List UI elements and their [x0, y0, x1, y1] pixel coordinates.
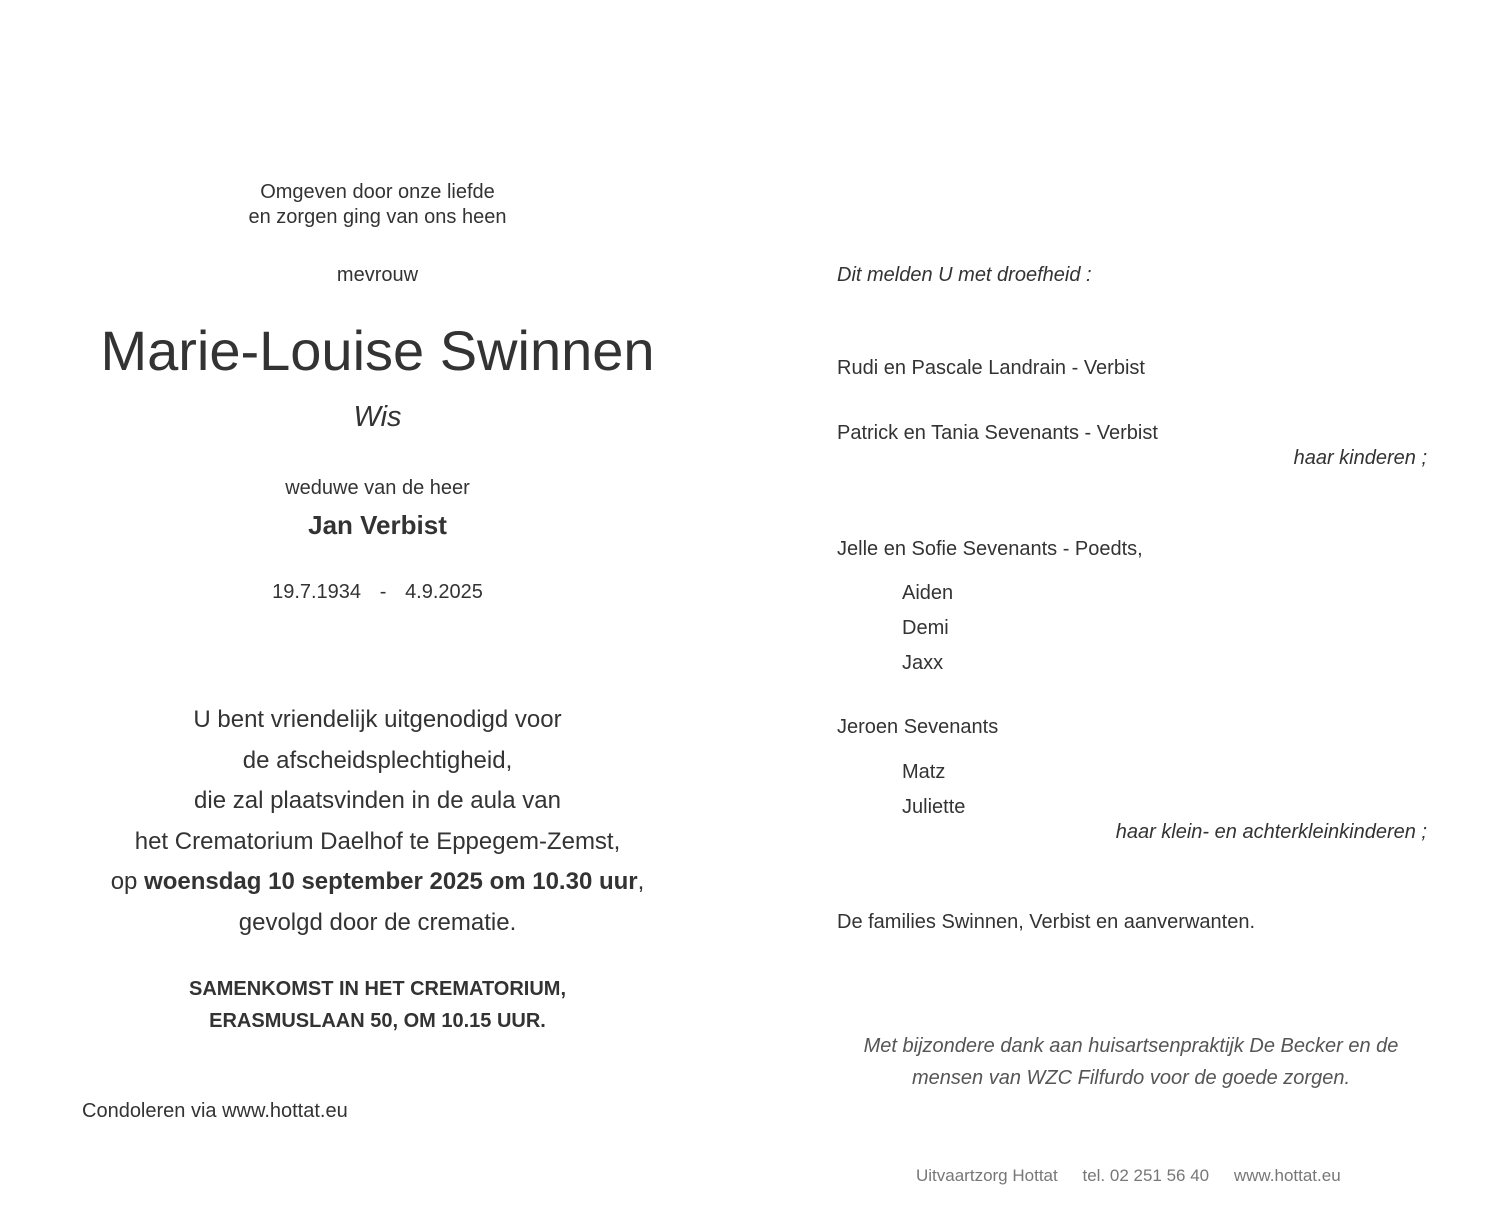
invite-line-2: de afscheidsplechtigheid,	[242, 746, 513, 774]
invite-line-3: die zal plaatsvinden in de aula van	[194, 787, 561, 814]
gathering-line-2: ERASMUSLAAN 50, OM 10.15 UUR.	[209, 1010, 546, 1032]
deceased-name: Marie-Louise Swinnen	[100, 319, 655, 382]
ceremony-datetime: woensdag 10 september 2025 om 10.30 uur	[144, 868, 638, 895]
invite-line-4: het Crematorium Daelhof te Eppegem-Zemst,	[134, 827, 621, 855]
deceased-nickname: Wis	[353, 401, 402, 433]
footer-phone: tel. 02 251 56 40	[1082, 1166, 1210, 1185]
families-line: De families Swinnen, Verbist en aanverwanten.	[837, 911, 1256, 933]
great-grandchild-demi: Demi	[902, 617, 949, 639]
children-label: haar kinderen ;	[1293, 447, 1427, 469]
grandchildren-label: haar klein- en achterkleinkinderen ;	[1115, 821, 1427, 843]
intro-text	[0, 180, 755, 230]
gathering-line-1: SAMENKOMST IN HET CREMATORIUM,	[188, 978, 567, 1000]
great-grandchild-matz: Matz	[902, 761, 946, 783]
footer-website[interactable]: www.hottat.eu	[1233, 1166, 1341, 1185]
invite-line-1: U bent vriendelijk uitgenodigd voor	[193, 706, 562, 733]
child-2: Patrick en Tania Sevenants - Verbist	[837, 422, 1158, 444]
ceremony-invitation	[0, 700, 755, 943]
gathering-info	[0, 973, 755, 1037]
great-grandchild-jaxx: Jaxx	[902, 652, 944, 674]
great-grandchild-aiden: Aiden	[902, 582, 954, 604]
intro-line-1: Omgeven door onze liefde	[260, 181, 495, 203]
footer	[916, 1166, 1361, 1186]
intro-line-2: en zorgen ging van ons heen	[248, 206, 507, 228]
great-grandchild-juliette: Juliette	[902, 796, 966, 818]
thanks-note	[790, 1030, 1472, 1094]
grandchild-2: Jeroen Sevenants	[837, 716, 999, 738]
invite-line-5	[0, 862, 755, 903]
footer-company: Uitvaartzorg Hottat	[916, 1166, 1058, 1185]
birth-date: 19.7.1934	[272, 581, 362, 603]
invite-line-6: gevolgd door de crematie.	[238, 908, 517, 936]
death-date: 4.9.2025	[405, 581, 483, 603]
widow-label: weduwe van de heer	[285, 477, 470, 499]
condolence-link[interactable]: Condoleren via www.hottat.eu	[82, 1100, 348, 1122]
thanks-line-2: mensen van WZC Filfurdo voor de goede zorgen.	[912, 1067, 1350, 1089]
announcement-heading: Dit melden U met droefheid :	[837, 264, 1092, 286]
invite-line-5-suffix: ,	[637, 868, 645, 895]
invite-line-5-prefix: op	[110, 868, 145, 895]
salutation: mevrouw	[336, 264, 419, 286]
life-dates	[0, 581, 755, 604]
date-separator: -	[379, 581, 387, 603]
grandchild-1: Jelle en Sofie Sevenants - Poedts,	[837, 538, 1143, 560]
husband-name: Jan Verbist	[308, 510, 447, 540]
thanks-line-1: Met bijzondere dank aan huisartsenpraktijk De Becker en de	[863, 1035, 1399, 1057]
child-1: Rudi en Pascale Landrain - Verbist	[837, 357, 1145, 379]
